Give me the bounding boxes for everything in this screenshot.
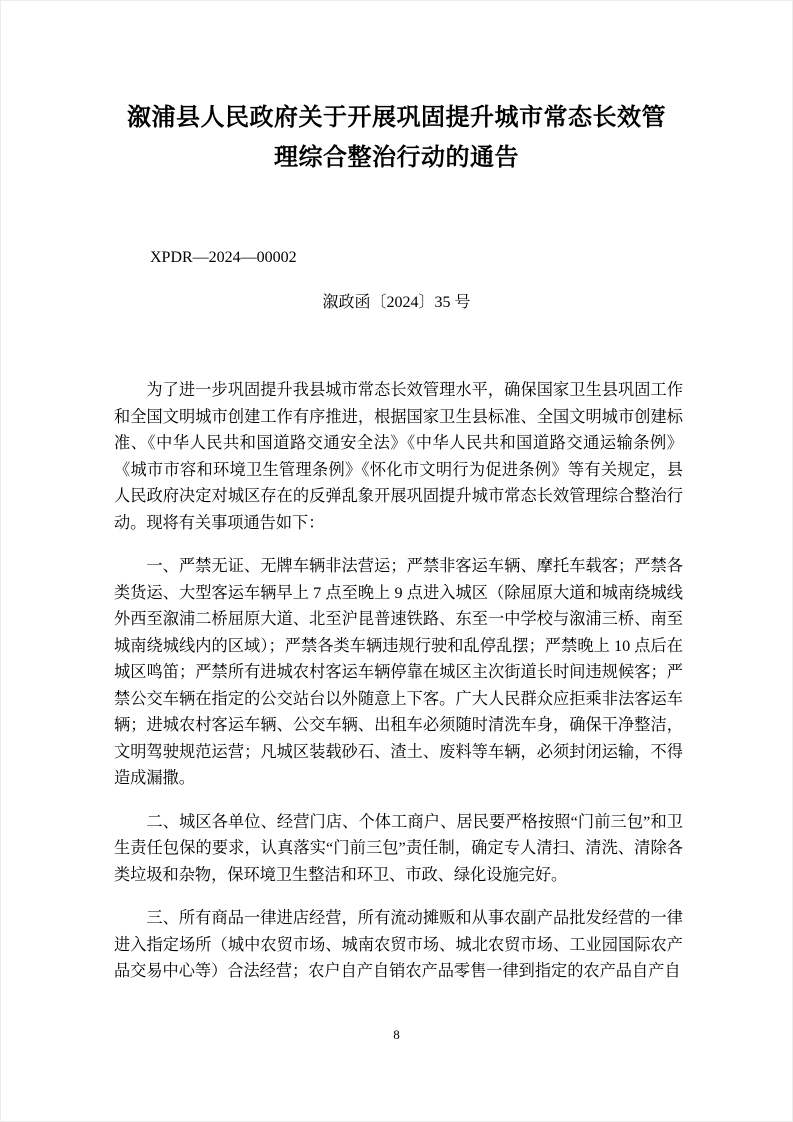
page-number: 8	[393, 1027, 400, 1042]
doc-reference-number: XPDR—2024—00002	[150, 249, 297, 266]
document-title	[1, 98, 792, 178]
document-title-line-1: 溆浦县人民政府关于开展巩固提升城市常态长效管	[127, 105, 666, 131]
document-body	[114, 377, 683, 1002]
body-paragraph-item-3: 三、所有商品一律进店经营，所有流动摊贩和从事农副产品批发经营的一律进入指定场所（城中农贸市场、城南农贸市场、城北农贸市场、工业园国际农产品交易中心等）合法经营；农户自产自销农产品零售一律到指定的农产品自产自	[114, 909, 683, 980]
body-paragraph-item-1: 一、严禁无证、无牌车辆非法营运；严禁非客运车辆、摩托车载客；严禁各类货运、大型客运车辆早上 7 点至晚上 9 点进入城区（除屈原大道和城南绕城线外西至溆浦二桥屈原大道、北至沪昆普速铁路、东至一中学校与溆浦三桥、南至城南绕城线内的区域）；严禁各类车辆违规行驶和乱停乱摆；严禁晚上 10 点后在城区鸣笛；严禁所有进城农村客运车辆停靠在城区主次街道长时间违规候客；严禁公交车辆在指定的公交站台以外随意上下客。广大人民群众应拒乘非法客运车辆；进城农村客运车辆、公交车辆、出租车必须随时清洗车身，确保干净整洁，文明驾驶规范运营；凡城区装载砂石、渣土、废料等车辆，必须封闭运输，不得造成漏撒。	[114, 557, 683, 787]
letter-number: 溆政函〔2024〕35 号	[322, 294, 471, 311]
body-paragraph-intro: 为了进一步巩固提升我县城市常态长效管理水平，确保国家卫生县巩固工作和全国文明城市创建工作有序推进，根据国家卫生县标准、全国文明城市创建标准、《中华人民共和国道路交通安全法》《中华人民共和国道路交通运输条例》《城市市容和环境卫生管理条例》《怀化市文明行为促进条例》等有关规定，县人民政府决定对城区存在的反弹乱象开展巩固提升城市常态长效管理综合整治行动。现将有关事项通告如下：	[114, 381, 683, 532]
document-title-line-2: 理综合整治行动的通告	[274, 145, 519, 171]
body-paragraph-item-2: 二、城区各单位、经营门店、个体工商户、居民要严格按照“门前三包”和卫生责任包保的要求，认真落实“门前三包”责任制，确定专人清扫、清洗、清除各类垃圾和杂物，保环境卫生整洁和环卫、市政、绿化设施完好。	[114, 812, 683, 884]
